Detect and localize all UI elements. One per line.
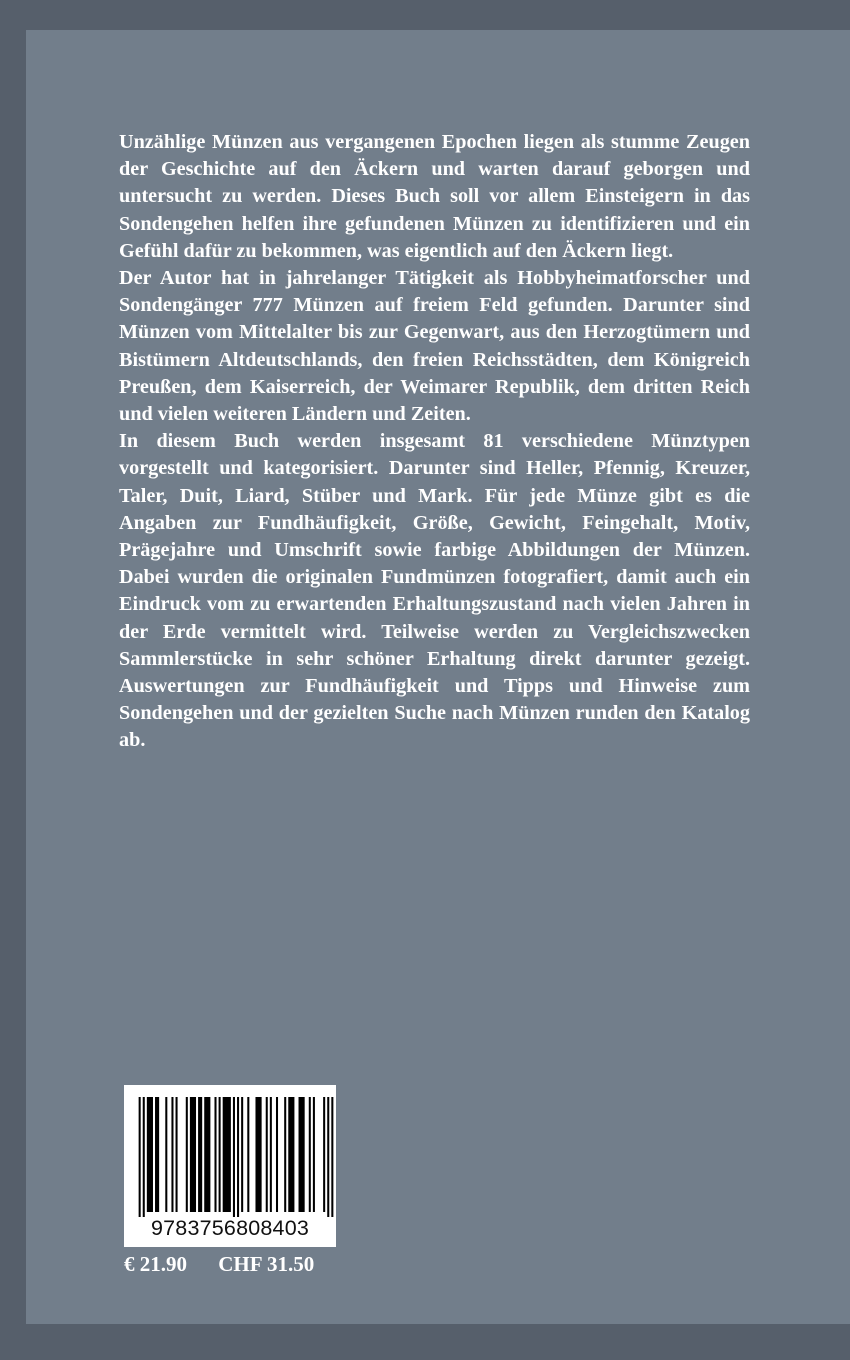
barcode-bar (190, 1097, 196, 1212)
barcode-bar (288, 1097, 294, 1212)
barcode-bar (176, 1097, 178, 1212)
price-eur: € 21.90 (124, 1252, 187, 1276)
isbn-barcode (124, 1085, 336, 1247)
barcode-bar (284, 1097, 286, 1212)
barcode-bar (299, 1097, 305, 1212)
barcode-bar (143, 1097, 145, 1217)
isbn-number: 9783756808403 (150, 1216, 310, 1240)
barcode-bar (276, 1097, 278, 1212)
barcode-bar (147, 1097, 153, 1212)
barcode-bar (233, 1097, 235, 1217)
price-chf: CHF 31.50 (218, 1252, 315, 1276)
blurb-text (119, 129, 750, 755)
blurb-paragraph-3: In diesem Buch werden insgesamt 81 verschiedene Münztypen vorgestellt und kategorisiert. Darunter sind Heller, Pfennig, Kreuzer, Taler, Duit, Liard, Stüber und Mark. Für jede Münze gibt es die Angaben zur Fundhäufigkeit, Größe, Gewicht, Feingehalt, Motiv, Prägejahre und Umschrift sowie farbige Abbildungen der Münzen. Dabei wurden die originalen Fundmünzen fotografiert, damit auch ein Eindruck vom zu erwartenden Erhaltungszustand nach vielen Jahren in der Erde vermittelt wird. Teilweise werden zu Vergleichszwecken Sammlerstücke in sehr schöner Erhaltung direkt darunter gezeigt. Auswertungen zur Fundhäufigkeit und Tipps und Hinweise zum Sondengehen und der gezielten Suche nach Münzen runden den Katalog ab. (119, 430, 750, 752)
barcode-bar (198, 1097, 202, 1212)
barcode-bar (171, 1097, 173, 1212)
blurb-paragraph-1: Unzählige Münzen aus vergangenen Epochen liegen als stumme Zeugen der Geschichte auf den Äckern und warten darauf geborgen und untersucht zu werden. Dieses Buch soll vor allem Einsteigern in das Sondengehen helfen ihre gefundenen Münzen zu identifizieren und ein Gefühl dafür zu bekommen, was eigentlich auf den Äckern liegt. (119, 131, 750, 262)
barcode-bar (139, 1097, 141, 1217)
barcode-bar (155, 1097, 159, 1212)
barcode-bar (255, 1097, 261, 1212)
barcode-bar (313, 1097, 315, 1212)
barcode-bar (223, 1097, 231, 1212)
barcode-bar (247, 1097, 249, 1212)
barcode-bar (323, 1097, 325, 1212)
barcode-bar (237, 1097, 239, 1217)
barcode-bar (270, 1097, 272, 1212)
price-line (124, 1251, 314, 1277)
barcode-bar (327, 1097, 329, 1217)
barcode-bar (266, 1097, 268, 1212)
barcode-bar (309, 1097, 311, 1212)
barcode-bar (214, 1097, 216, 1212)
barcode-bar (165, 1097, 167, 1212)
barcode-bar (186, 1097, 188, 1212)
barcode-bar (204, 1097, 210, 1212)
barcode-bar (219, 1097, 221, 1212)
barcode-bar (331, 1097, 333, 1217)
barcode-bar (241, 1097, 243, 1212)
blurb-paragraph-2: Der Autor hat in jahrelanger Tätigkeit als Hobbyheimatforscher und Sondengänger 777 Münzen auf freiem Feld gefunden. Darunter sind Münzen vom Mittelalter bis zur Gegenwart, aus den Herzogtümern und Bistümern Altdeutschlands, den freien Reichsstädten, dem Königreich Preußen, dem Kaiserreich, der Weimarer Republik, dem dritten Reich und vielen weiteren Ländern und Zeiten. (119, 267, 750, 426)
